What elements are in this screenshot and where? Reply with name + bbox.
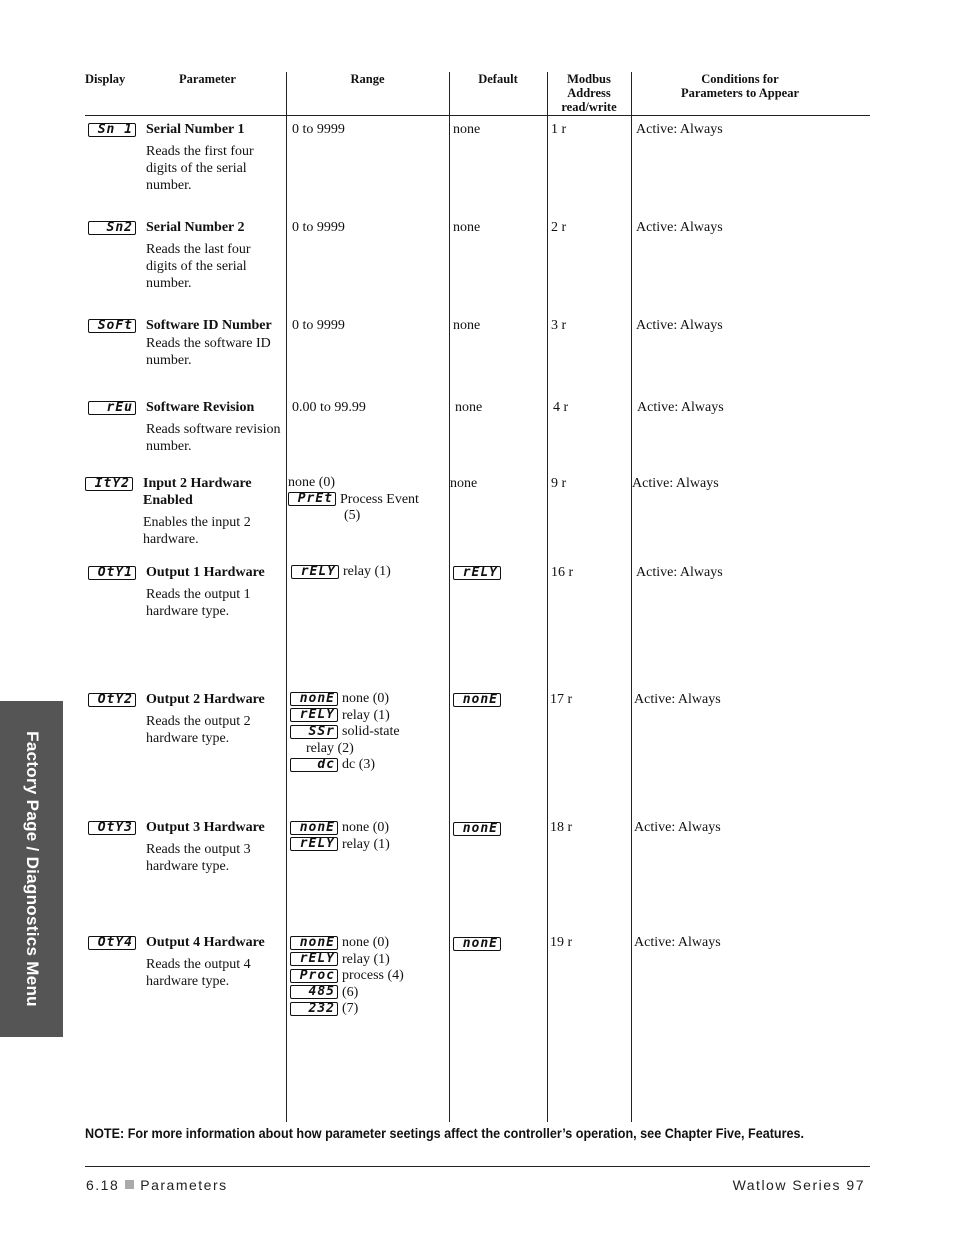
range-option [290, 820, 390, 837]
range-option-label: relay (1) [342, 707, 390, 723]
range-option-label: solid-state [342, 724, 400, 739]
column-divider-conditions [631, 72, 632, 1122]
default-cell [453, 691, 501, 708]
parameter-cell [146, 317, 281, 369]
modbus-cell: 16 r [551, 565, 574, 580]
range-option-code: nonE [290, 936, 338, 950]
modbus-cell: 4 r [553, 400, 569, 415]
default-cell [453, 935, 501, 952]
header-modbus-line-2: Address [567, 86, 611, 100]
header-rule [85, 115, 870, 116]
range-option [290, 757, 400, 774]
default-cell: none [453, 122, 481, 137]
range-option-code: 232 [290, 1002, 338, 1016]
range-cell [290, 935, 404, 1018]
conditions-cell: Active: Always [636, 122, 723, 137]
conditions-cell: Active: Always [634, 820, 721, 835]
parameter-name: Software Revision [146, 400, 255, 415]
header-conditions-line-1: Conditions for [701, 72, 779, 86]
default-code: nonE [453, 822, 501, 836]
header-conditions [631, 72, 849, 100]
conditions-cell: Active: Always [634, 692, 721, 707]
display-code: OtY1 [88, 566, 136, 580]
parameter-name: Output 4 Hardware [146, 935, 265, 950]
parameter-description: Reads the output 4 hardware type. [146, 957, 251, 989]
range-option-code: rELY [290, 837, 338, 851]
parameter-name: Serial Number 2 [146, 220, 245, 235]
range-cell: 0.00 to 99.99 [292, 400, 366, 415]
parameter-description: Reads the software ID number. [146, 336, 271, 368]
range-option-code: Proc [290, 969, 338, 983]
default-cell: none [455, 400, 483, 415]
range-option-value: (5) [344, 508, 361, 523]
header-modbus-line-1: Modbus [567, 72, 611, 86]
default-code: nonE [453, 937, 501, 951]
range-option-code: rELY [291, 565, 339, 579]
display-code: SoFt [88, 319, 136, 333]
parameter-name: Output 3 Hardware [146, 820, 265, 835]
range-option-label: process (4) [342, 968, 404, 983]
range-option [290, 691, 400, 708]
parameter-description: Reads the output 2 hardware type. [146, 714, 251, 746]
range-option [291, 564, 391, 581]
parameter-name: Software ID Number [146, 318, 272, 333]
conditions-cell: Active: Always [636, 565, 723, 580]
range-option [290, 708, 400, 725]
display-code: Sn 1 [88, 123, 136, 137]
range-option [290, 985, 404, 1002]
parameter-cell [146, 819, 281, 875]
parameter-description: Reads the last four digits of the serial number. [146, 242, 251, 291]
column-divider-range [286, 72, 287, 1122]
parameter-cell [146, 691, 281, 747]
modbus-cell: 19 r [550, 935, 573, 950]
range-option [290, 724, 400, 741]
parameter-cell [146, 564, 281, 620]
range-cell [288, 475, 419, 525]
parameter-description: Reads the output 3 hardware type. [146, 842, 251, 874]
range-option-label: Process Event [340, 491, 419, 507]
range-cell [290, 820, 390, 853]
range-option-label: none (0) [342, 820, 390, 835]
range-option-label: relay (1) [342, 836, 390, 852]
header-range: Range [350, 72, 385, 86]
modbus-cell: 2 r [551, 220, 567, 235]
display-code: OtY3 [88, 821, 136, 835]
display-code: rEu [88, 401, 136, 415]
footnote: NOTE: For more information about how parameter seetings affect the controller’s operation, see Chapter Five, Features. [85, 1125, 805, 1141]
modbus-cell: 3 r [551, 318, 567, 333]
default-cell: none [450, 476, 478, 491]
range-option [290, 837, 390, 854]
parameter-description: Enables the input 2 hardware. [143, 515, 251, 547]
section-name: Parameters [140, 1177, 228, 1193]
display-code: OtY4 [88, 936, 136, 950]
modbus-cell: 1 r [551, 122, 567, 137]
range-cell: 0 to 9999 [292, 220, 345, 235]
square-bullet-icon [125, 1180, 134, 1189]
range-option-code: nonE [290, 821, 338, 835]
footer-rule [85, 1166, 870, 1167]
column-divider-default [449, 72, 450, 1122]
footer-left [86, 1177, 228, 1193]
side-tab-label: Factory Page / Diagnostics Menu [22, 731, 42, 1007]
range-option-code: SSr [290, 725, 338, 739]
range-option-label: none (0) [342, 935, 390, 950]
parameter-cell [146, 219, 281, 292]
parameter-name: Output 2 Hardware [146, 692, 265, 707]
header-parameter: Parameter [179, 72, 236, 86]
range-option-code: nonE [290, 692, 338, 706]
range-option [288, 492, 419, 509]
display-code: ItY2 [85, 477, 133, 491]
range-option-code: 485 [290, 985, 338, 999]
product-name: Watlow Series 97 [732, 1177, 865, 1193]
range-option-label: dc (3) [342, 757, 376, 772]
conditions-cell: Active: Always [636, 220, 723, 235]
side-tab [0, 701, 63, 1037]
range-option [290, 952, 404, 969]
parameter-description: Reads the first four digits of the serial number. [146, 144, 254, 193]
default-code: nonE [453, 693, 501, 707]
range-option [290, 935, 404, 952]
range-option [290, 1001, 404, 1018]
range-cell [291, 564, 391, 581]
range-option-code: rELY [290, 708, 338, 722]
display-code: OtY2 [88, 693, 136, 707]
header-modbus-line-3: read/write [561, 100, 617, 114]
modbus-cell: 17 r [550, 692, 573, 707]
parameter-description: Reads software revision number. [146, 422, 281, 454]
modbus-cell: 18 r [550, 820, 573, 835]
parameter-name: Output 1 Hardware [146, 565, 265, 580]
parameter-cell [146, 121, 281, 194]
parameter-name: Input 2 Hardware Enabled [143, 476, 252, 508]
range-option-label: none (0) [342, 691, 390, 706]
conditions-cell: Active: Always [636, 318, 723, 333]
range-option-code: dc [290, 758, 338, 772]
range-option-code: rELY [290, 952, 338, 966]
range-option-code: PrEt [288, 492, 336, 506]
default-cell [453, 564, 501, 581]
default-cell: none [453, 220, 481, 235]
conditions-cell: Active: Always [637, 400, 724, 415]
header-default: Default [478, 72, 518, 86]
parameter-description: Reads the output 1 hardware type. [146, 587, 251, 619]
parameter-cell [146, 934, 281, 990]
range-cell: 0 to 9999 [292, 318, 345, 333]
range-cell [290, 691, 400, 774]
range-option: none (0) [288, 475, 336, 490]
page-number: 6.18 [86, 1177, 120, 1193]
header-display: Display [85, 72, 126, 86]
range-option [290, 968, 404, 985]
default-code: rELY [453, 566, 501, 580]
range-option-label: relay (1) [342, 951, 390, 967]
default-cell [453, 820, 501, 837]
parameter-name: Serial Number 1 [146, 122, 245, 137]
default-cell: none [453, 318, 481, 333]
parameter-cell [146, 399, 286, 455]
range-cell: 0 to 9999 [292, 122, 345, 137]
range-option-label: (6) [342, 984, 359, 1000]
modbus-cell: 9 r [551, 476, 567, 491]
column-divider-modbus [547, 72, 548, 1122]
range-option-label: relay (1) [343, 564, 391, 579]
display-code: Sn2 [88, 221, 136, 235]
header-modbus [547, 72, 631, 114]
conditions-cell: Active: Always [632, 476, 719, 491]
range-option-label: (7) [342, 1001, 359, 1016]
conditions-cell: Active: Always [634, 935, 721, 950]
header-conditions-line-2: Parameters to Appear [680, 86, 800, 100]
range-option-continued: relay (2) [306, 740, 354, 756]
parameter-cell [143, 475, 283, 548]
